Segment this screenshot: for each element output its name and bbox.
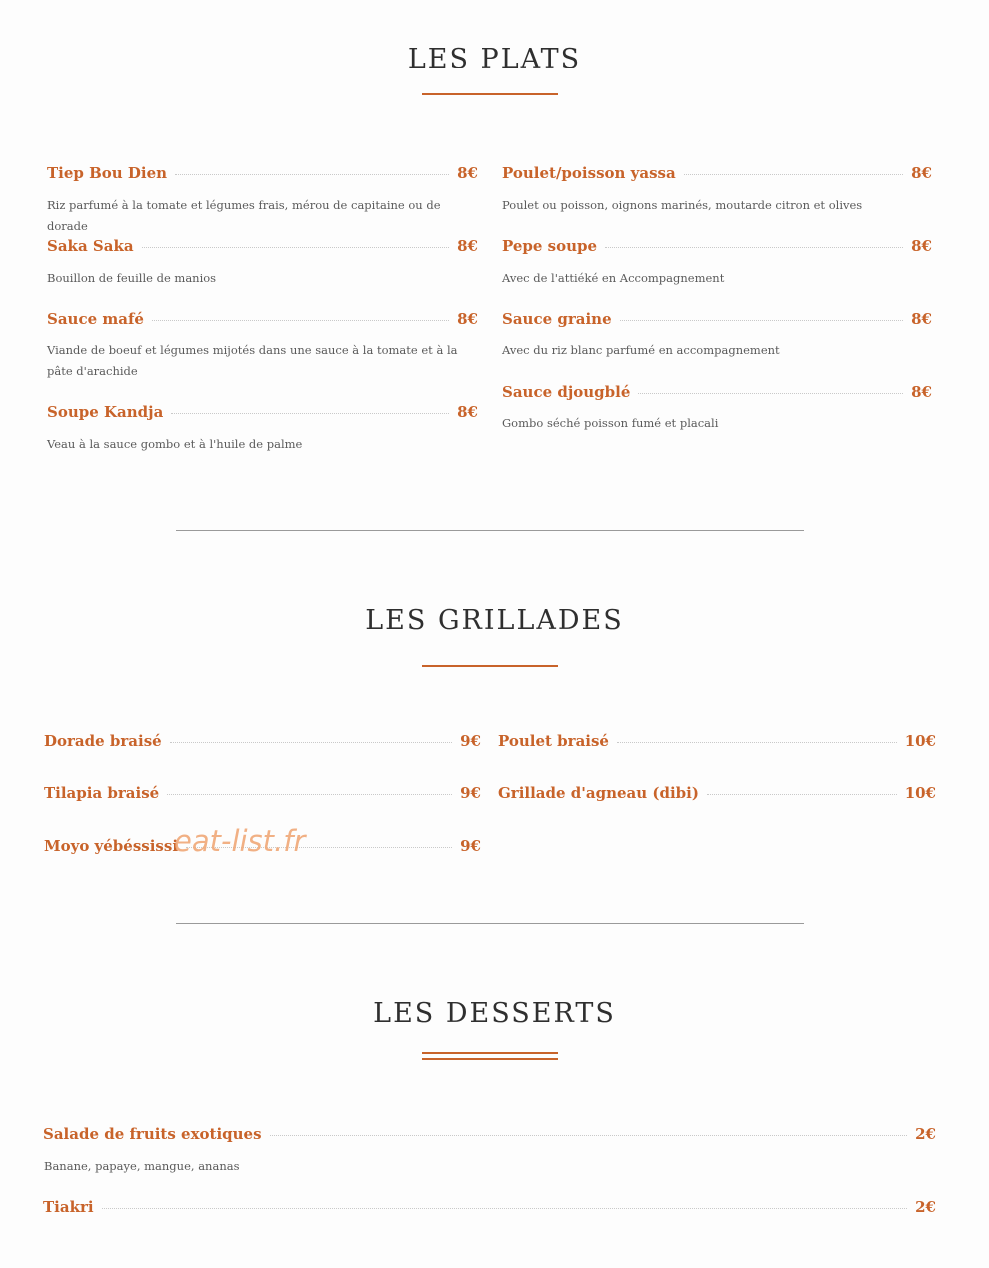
dotted-leader <box>270 1135 908 1136</box>
item-name: Soupe Kandja <box>47 403 164 421</box>
item-name: Dorade braisé <box>44 732 162 750</box>
menu-item <box>43 1195 936 1219</box>
item-price: 9€ <box>460 732 481 750</box>
menu-item <box>47 161 478 185</box>
title-underline <box>422 665 558 667</box>
menu-item <box>498 729 936 753</box>
item-description: Avec du riz blanc parfumé en accompagnement <box>502 343 780 357</box>
item-price: 8€ <box>457 164 478 182</box>
item-description: Poulet ou poisson, oignons marinés, moutarde citron et olives <box>502 198 863 212</box>
item-description: Veau à la sauce gombo et à l'huile de palme <box>47 437 303 451</box>
item-price: 2€ <box>915 1125 936 1143</box>
section-divider <box>176 530 804 531</box>
dotted-leader <box>170 742 452 743</box>
dotted-leader <box>171 413 449 414</box>
item-price: 9€ <box>460 784 481 802</box>
dotted-leader <box>617 742 897 743</box>
menu-item <box>502 307 932 331</box>
menu-item <box>502 161 932 185</box>
item-price: 10€ <box>904 732 936 750</box>
item-name: Poulet braisé <box>498 732 609 750</box>
item-description: Bouillon de feuille de manios <box>47 271 217 285</box>
dotted-leader <box>152 320 449 321</box>
item-name: Pepe soupe <box>502 237 598 255</box>
item-name: Moyo yébéssissi <box>44 837 179 855</box>
menu-item <box>502 234 932 258</box>
item-description: Riz parfumé à la tomate et légumes frais, mérou de capitaine ou de dorade <box>47 198 441 233</box>
dotted-leader <box>175 174 449 175</box>
menu-item <box>47 400 478 424</box>
section-divider <box>176 923 804 924</box>
plats-title-clip <box>0 44 989 68</box>
menu-item <box>47 234 478 258</box>
title-underline <box>422 93 558 95</box>
item-price: 8€ <box>457 310 478 328</box>
item-name: Sauce djougblé <box>502 383 631 401</box>
item-description: Banane, papaye, mangue, ananas <box>44 1159 240 1173</box>
item-price: 8€ <box>457 403 478 421</box>
dotted-leader <box>620 320 904 321</box>
item-name: Tiakri <box>43 1198 94 1216</box>
item-price: 10€ <box>904 784 936 802</box>
menu-item <box>44 729 481 753</box>
dotted-leader <box>707 794 897 795</box>
item-price: 8€ <box>911 237 932 255</box>
item-price: 8€ <box>911 383 932 401</box>
item-price: 8€ <box>457 237 478 255</box>
menu-item <box>44 781 481 805</box>
item-description: Gombo séché poisson fumé et placali <box>502 416 719 430</box>
dotted-leader <box>102 1208 908 1209</box>
dotted-leader <box>638 393 903 394</box>
dotted-leader <box>142 247 450 248</box>
section-title-plats: LES PLATS <box>407 44 582 68</box>
watermark: eat-list.fr <box>174 824 306 858</box>
dotted-leader <box>684 174 903 175</box>
section-title-grillades: LES GRILLADES <box>365 605 624 636</box>
dotted-leader <box>167 794 452 795</box>
item-price: 2€ <box>915 1198 936 1216</box>
item-name: Sauce mafé <box>47 310 144 328</box>
menu-item <box>43 1122 936 1146</box>
item-name: Saka Saka <box>47 237 134 255</box>
title-underline-second <box>422 1058 558 1060</box>
title-underline <box>422 1052 558 1054</box>
item-description: Viande de boeuf et légumes mijotés dans une sauce à la tomate et à la pâte d'arachide <box>47 343 458 378</box>
menu-item <box>47 307 478 331</box>
item-name: Poulet/poisson yassa <box>502 164 676 182</box>
dotted-leader <box>605 247 903 248</box>
item-name: Salade de fruits exotiques <box>43 1125 262 1143</box>
item-price: 8€ <box>911 164 932 182</box>
menu-item <box>502 380 932 404</box>
item-name: Tilapia braisé <box>44 784 160 802</box>
item-name: Tiep Bou Dien <box>47 164 168 182</box>
item-description: Avec de l'attiéké en Accompagnement <box>502 271 725 285</box>
section-title-desserts: LES DESSERTS <box>373 998 616 1029</box>
item-price: 8€ <box>911 310 932 328</box>
item-name: Sauce graine <box>502 310 612 328</box>
menu-item <box>498 781 936 805</box>
item-price: 9€ <box>460 837 481 855</box>
item-name: Grillade d'agneau (dibi) <box>498 784 699 802</box>
